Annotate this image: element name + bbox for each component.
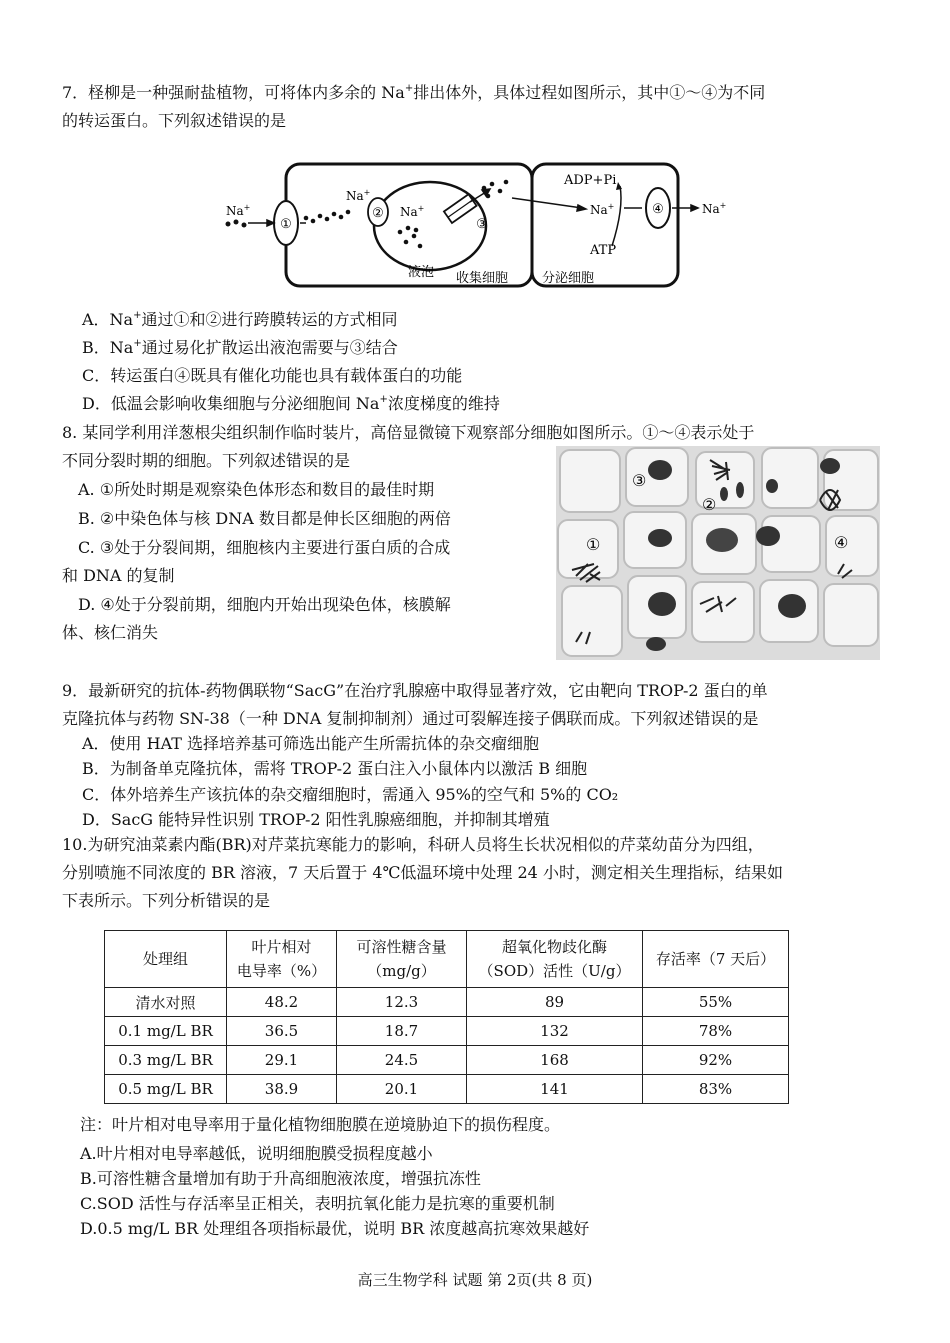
q8-option-a[interactable]: A. ①所处时期是观察染色体形态和数目的最佳时期 — [78, 480, 435, 499]
cell-sod: 141 — [467, 1075, 643, 1104]
cell-conductivity: 48.2 — [227, 988, 337, 1017]
cell-group: 0.3 mg/L BR — [105, 1046, 227, 1075]
q7-option-d[interactable]: D．低温会影响收集细胞与分泌细胞间 Na+浓度梯度的维持 — [82, 394, 500, 413]
q7-option-c[interactable]: C．转运蛋白④既具有催化功能也具有载体蛋白的功能 — [82, 366, 463, 385]
header-group: 处理组 — [105, 931, 227, 988]
q7-stem-line2: 的转运蛋白。下列叙述错误的是 — [62, 111, 287, 130]
micro-label-3: ③ — [632, 471, 647, 490]
channel-3 — [444, 194, 477, 223]
q10-option-a[interactable]: A.叶片相对电导率越低，说明细胞膜受损程度越小 — [80, 1144, 433, 1163]
svg-text:①: ① — [280, 217, 292, 232]
cell-conductivity: 38.9 — [227, 1075, 337, 1104]
cell-sugar: 24.5 — [337, 1046, 467, 1075]
cell-sugar: 20.1 — [337, 1075, 467, 1104]
page-footer: 高三生物学科 试题 第 2页(共 8 页) — [357, 1271, 593, 1289]
q8-stem-line2: 不同分裂时期的细胞。下列叙述错误的是 — [62, 451, 351, 470]
na-label-vacuole: Na+ — [400, 204, 425, 219]
header-survival: 存活率（7 天后） — [643, 931, 789, 988]
q8-onion-root-tip-micrograph — [556, 446, 880, 660]
na-label-out-right: Na+ — [702, 201, 727, 216]
q8-option-d-cont: 体、核仁消失 — [62, 623, 159, 642]
q8-option-d[interactable]: D. ④处于分裂前期，细胞内开始出现染色体，核膜解 — [78, 595, 451, 614]
q7-na-transport-diagram — [220, 158, 740, 298]
q10-option-c[interactable]: C.SOD 活性与存活率呈正相关，表明抗氧化能力是抗寒的重要机制 — [80, 1194, 555, 1213]
q8-option-c-cont: 和 DNA 的复制 — [62, 566, 175, 585]
svg-text:②: ② — [372, 206, 384, 221]
q10-stem-line3: 下表所示。下列分析错误的是 — [62, 891, 271, 910]
cell-sugar: 18.7 — [337, 1017, 467, 1046]
na-label-cytoplasm: Na+ — [346, 188, 371, 203]
micro-label-2: ② — [702, 495, 717, 514]
q7-option-b[interactable]: B．Na+通过易化扩散运出液泡需要与③结合 — [82, 338, 398, 357]
q10-stem-line2: 分别喷施不同浓度的 BR 溶液，7 天后置于 4℃低温环境中处理 24 小时，测定相关生理指标，结果如 — [62, 863, 783, 882]
q8-stem-line1: 8. 某同学利用洋葱根尖组织制作临时装片，高倍显微镜下观察部分细胞如图所示。①～④表示处于 — [62, 423, 755, 442]
cell-group: 0.1 mg/L BR — [105, 1017, 227, 1046]
svg-text:④: ④ — [652, 202, 664, 217]
vacuole-label: 液泡 — [408, 265, 435, 280]
q10-stem-line1: 10.为研究油菜素内酯(BR)对芹菜抗寒能力的影响，科研人员将生长状况相似的芹菜幼苗分为四组， — [62, 835, 764, 854]
q9-stem-line1: 9．最新研究的抗体-药物偶联物“SacG”在治疗乳腺癌中取得显著疗效，它由靶向 TROP-2 蛋白的单 — [62, 681, 768, 700]
cell-sod: 132 — [467, 1017, 643, 1046]
cell-survival: 78% — [643, 1017, 789, 1046]
cell-survival: 55% — [643, 988, 789, 1017]
table-row — [105, 988, 789, 1017]
cell-conductivity: 29.1 — [227, 1046, 337, 1075]
q8-option-c[interactable]: C. ③处于分裂间期，细胞核内主要进行蛋白质的合成 — [78, 538, 451, 557]
cell-conductivity: 36.5 — [227, 1017, 337, 1046]
q9-option-c[interactable]: C．体外培养生产该抗体的杂交瘤细胞时，需通入 95%的空气和 5%的 CO₂ — [82, 785, 619, 804]
q9-option-b[interactable]: B．为制备单克隆抗体，需将 TROP-2 蛋白注入小鼠体内以激活 B 细胞 — [82, 759, 588, 778]
svg-text:③: ③ — [476, 217, 488, 232]
micro-label-4: ④ — [834, 533, 849, 552]
cell-survival: 92% — [643, 1046, 789, 1075]
svg-text:ADP+Pi: ADP+Pi — [564, 173, 617, 188]
q9-stem-line2: 克隆抗体与药物 SN-38（一种 DNA 复制抑制剂）通过可裂解连接子偶联而成。下列叙述错误的是 — [62, 709, 759, 728]
q10-option-b[interactable]: B.可溶性糖含量增加有助于升高细胞液浓度，增强抗冻性 — [80, 1169, 481, 1188]
cell-sugar: 12.3 — [337, 988, 467, 1017]
header-sugar: 可溶性糖含量 （mg/g） — [337, 931, 467, 988]
header-sod: 超氧化物歧化酶 （SOD）活性（U/g） — [467, 931, 643, 988]
micro-label-1: ① — [586, 535, 601, 554]
q7-option-a[interactable]: A．Na+通过①和②进行跨膜转运的方式相同 — [82, 310, 398, 329]
na-label-secrete: Na+ — [590, 202, 615, 217]
cell-group: 清水对照 — [105, 988, 227, 1017]
table-row — [105, 1046, 789, 1075]
q10-option-d[interactable]: D.0.5 mg/L BR 处理组各项指标最优，说明 BR 浓度越高抗寒效果越好 — [80, 1219, 590, 1238]
cell-survival: 83% — [643, 1075, 789, 1104]
table-row — [105, 1075, 789, 1104]
table-header-row — [105, 931, 789, 988]
q10-note: 注：叶片相对电导率用于量化植物细胞膜在逆境胁迫下的损伤程度。 — [80, 1115, 561, 1134]
table-row — [105, 1017, 789, 1046]
secrete-cell-label: 分泌细胞 — [542, 271, 595, 286]
svg-text:ATP: ATP — [590, 243, 617, 258]
q8-option-b[interactable]: B. ②中染色体与核 DNA 数目都是伸长区细胞的两倍 — [78, 509, 451, 528]
header-conductivity: 叶片相对 电导率（%） — [227, 931, 337, 988]
cell-group: 0.5 mg/L BR — [105, 1075, 227, 1104]
q7-stem-line1: 7．柽柳是一种强耐盐植物，可将体内多余的 Na+排出体外，具体过程如图所示，其中①～④为不同 — [62, 83, 766, 102]
cell-sod: 89 — [467, 988, 643, 1017]
q9-option-a[interactable]: A．使用 HAT 选择培养基可筛选出能产生所需抗体的杂交瘤细胞 — [82, 734, 540, 753]
collect-cell-label: 收集细胞 — [456, 271, 509, 286]
q10-results-table — [104, 930, 789, 1104]
q9-option-d[interactable]: D．SacG 能特异性识别 TROP-2 阳性乳腺癌细胞，并抑制其增殖 — [82, 810, 550, 829]
cell-sod: 168 — [467, 1046, 643, 1075]
na-label-outside: Na+ — [226, 203, 251, 218]
